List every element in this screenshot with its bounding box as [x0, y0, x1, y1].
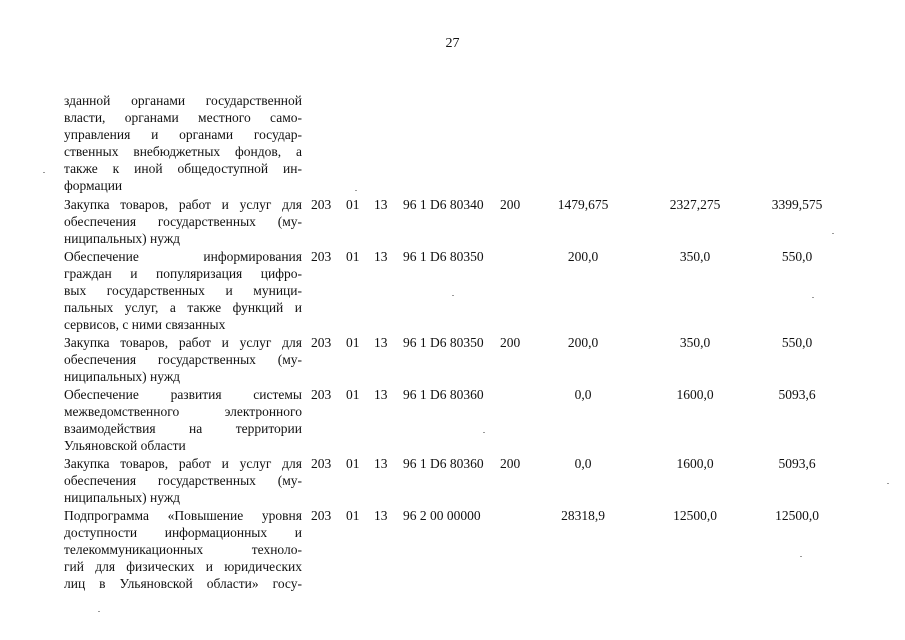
amount-year1-cell: 200,0 — [567, 335, 599, 350]
subsection-cell: 13 — [374, 456, 388, 471]
section-cell: 01 — [346, 335, 360, 350]
expense-type-cell: 200 — [500, 197, 521, 212]
description-line: управления и органами государ- — [64, 127, 302, 142]
section-cell: 01 — [346, 508, 360, 523]
description-line: пальных услуг, а также функций и — [64, 300, 302, 315]
amount-year3-cell: 12500,0 — [775, 508, 819, 523]
amount-year2-cell: 2327,275 — [669, 197, 721, 212]
scan-speck — [483, 432, 485, 433]
row-description — [64, 196, 302, 247]
description-line: формации — [64, 178, 123, 193]
amount-year1-cell: 0,0 — [574, 387, 592, 402]
section-cell: 01 — [346, 197, 360, 212]
grbs-cell: 203 — [311, 335, 332, 350]
amount-year2-cell: 1600,0 — [676, 387, 714, 402]
description-line: вых государственных и муници- — [64, 283, 302, 298]
amount-year1-cell: 0,0 — [574, 456, 592, 471]
description-line: также к иной общедоступной ин- — [64, 161, 302, 176]
grbs-cell: 203 — [311, 456, 332, 471]
description-line: обеспечения государственных (му- — [64, 214, 302, 229]
description-line: обеспечения государственных (му- — [64, 352, 302, 367]
scan-speck — [832, 233, 834, 234]
description-line: ниципальных) нужд — [64, 231, 181, 246]
amount-year3-cell: 3399,575 — [771, 197, 823, 212]
amount-year2-cell: 12500,0 — [673, 508, 717, 523]
amount-year3-cell: 5093,6 — [778, 387, 816, 402]
section-cell: 01 — [346, 456, 360, 471]
description-line: граждан и популяризация цифро- — [64, 266, 302, 281]
grbs-cell: 203 — [311, 249, 332, 264]
page-number: 27 — [445, 36, 460, 51]
section-cell: 01 — [346, 387, 360, 402]
description-line: взаимодействия на территории — [64, 421, 302, 436]
subsection-cell: 13 — [374, 197, 388, 212]
subsection-cell: 13 — [374, 387, 388, 402]
amount-year2-cell: 1600,0 — [676, 456, 714, 471]
row-description — [64, 386, 302, 454]
scan-speck — [887, 483, 889, 484]
target-article-cell: 96 1 D6 80350 — [403, 249, 484, 264]
row-description — [64, 248, 302, 333]
target-article-cell: 96 1 D6 80360 — [403, 387, 484, 402]
description-line: гий для физических и юридических — [64, 559, 302, 574]
expense-type-cell: 200 — [500, 335, 521, 350]
amount-year1-cell: 1479,675 — [557, 197, 609, 212]
target-article-cell: 96 1 D6 80360 — [403, 456, 484, 471]
target-article-cell: 96 2 00 00000 — [403, 508, 481, 523]
amount-year2-cell: 350,0 — [679, 249, 711, 264]
description-line: сервисов, с ними связанных — [64, 317, 226, 332]
amount-year3-cell: 550,0 — [781, 249, 813, 264]
scan-speck — [98, 611, 100, 612]
description-line: Ульяновской области — [64, 438, 186, 453]
section-cell: 01 — [346, 249, 360, 264]
grbs-cell: 203 — [311, 508, 332, 523]
description-line: телекоммуникационных техноло- — [64, 542, 302, 557]
amount-year3-cell: 5093,6 — [778, 456, 816, 471]
grbs-cell: 203 — [311, 387, 332, 402]
description-line: Подпрограмма «Повышение уровня — [64, 508, 302, 523]
amount-year3-cell: 550,0 — [781, 335, 813, 350]
scan-speck — [452, 295, 454, 296]
description-line: Закупка товаров, работ и услуг для — [64, 456, 302, 471]
scan-speck — [800, 556, 802, 557]
description-line: доступности информационных и — [64, 525, 302, 540]
grbs-cell: 203 — [311, 197, 332, 212]
continuation-description — [64, 92, 302, 194]
description-line: межведомственного электронного — [64, 404, 302, 419]
description-line: Закупка товаров, работ и услуг для — [64, 197, 302, 212]
subsection-cell: 13 — [374, 335, 388, 350]
description-line: Обеспечение информирования — [64, 249, 302, 264]
scan-speck — [812, 297, 814, 298]
description-line: Закупка товаров, работ и услуг для — [64, 335, 302, 350]
target-article-cell: 96 1 D6 80340 — [403, 197, 484, 212]
subsection-cell: 13 — [374, 249, 388, 264]
description-line: власти, органами местного само- — [64, 110, 302, 125]
subsection-cell: 13 — [374, 508, 388, 523]
description-line: ниципальных) нужд — [64, 369, 181, 384]
description-line: ниципальных) нужд — [64, 490, 181, 505]
description-line: лиц в Ульяновской области» госу- — [64, 576, 302, 591]
row-description — [64, 334, 302, 385]
amount-year1-cell: 28318,9 — [561, 508, 605, 523]
description-line: ственных внебюджетных фондов, а — [64, 144, 302, 159]
expense-type-cell: 200 — [500, 456, 521, 471]
description-line: Обеспечение развития системы — [64, 387, 302, 402]
target-article-cell: 96 1 D6 80350 — [403, 335, 484, 350]
scan-speck — [43, 172, 45, 173]
row-description — [64, 507, 302, 592]
description-line: обеспечения государственных (му- — [64, 473, 302, 488]
amount-year2-cell: 350,0 — [679, 335, 711, 350]
description-line: зданной органами государственной — [64, 93, 302, 108]
row-description — [64, 455, 302, 506]
scan-speck — [355, 190, 357, 191]
amount-year1-cell: 200,0 — [567, 249, 599, 264]
